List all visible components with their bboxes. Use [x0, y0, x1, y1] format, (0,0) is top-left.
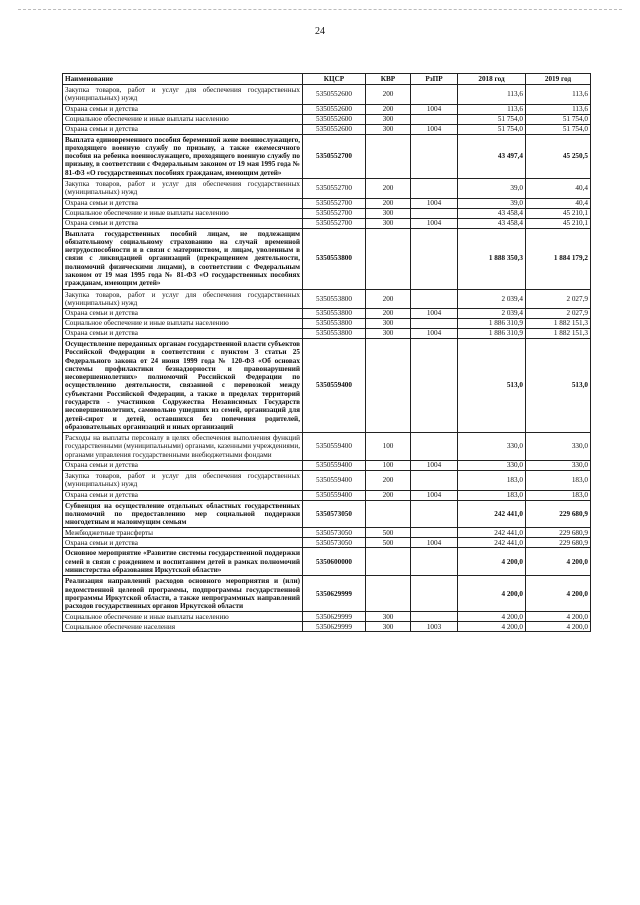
- cell-kvr: 200: [366, 289, 411, 309]
- cell-kcsr: 5350600000: [303, 548, 366, 576]
- cell-kcsr: 5350559400: [303, 433, 366, 461]
- cell-2019: 183,0: [526, 471, 591, 491]
- cell-kvr: [366, 228, 411, 289]
- table-row: [63, 114, 591, 124]
- cell-rzpr: 1004: [411, 490, 458, 500]
- cell-kcsr: 5350552600: [303, 104, 366, 114]
- cell-2019: 513,0: [526, 339, 591, 433]
- cell-name: Социальное обеспечение и иные выплаты населению: [63, 208, 303, 218]
- cell-rzpr: [411, 85, 458, 105]
- cell-kcsr: 5350552600: [303, 124, 366, 134]
- cell-kcsr: 5350559400: [303, 490, 366, 500]
- cell-kvr: [366, 134, 411, 178]
- cell-rzpr: [411, 576, 458, 612]
- header-2019: 2019 год: [526, 74, 591, 85]
- cell-rzpr: [411, 208, 458, 218]
- cell-2019: 229 680,9: [526, 538, 591, 548]
- cell-kcsr: 5350553800: [303, 319, 366, 329]
- cell-rzpr: 1004: [411, 538, 458, 548]
- cell-kcsr: 5350552700: [303, 134, 366, 178]
- cell-2018: 1 888 350,3: [458, 228, 526, 289]
- cell-kvr: 200: [366, 85, 411, 105]
- cell-kcsr: 5350552600: [303, 85, 366, 105]
- table-row: [63, 208, 591, 218]
- cell-rzpr: [411, 471, 458, 491]
- table-row: [63, 612, 591, 622]
- header-kcsr: КЦСР: [303, 74, 366, 85]
- cell-name: Закупка товаров, работ и услуг для обеспечения государственных (муниципальных) нужд: [63, 289, 303, 309]
- table-row: [63, 329, 591, 339]
- header-kvr: КВР: [366, 74, 411, 85]
- header-name: Наименование: [63, 74, 303, 85]
- cell-2018: 2 039,4: [458, 289, 526, 309]
- cell-rzpr: [411, 178, 458, 198]
- table-row: [63, 178, 591, 198]
- cell-2018: 1 886 310,9: [458, 319, 526, 329]
- cell-name: Охрана семьи и детства: [63, 490, 303, 500]
- cell-rzpr: 1004: [411, 309, 458, 319]
- table-row: [63, 228, 591, 289]
- cell-name: Охрана семьи и детства: [63, 124, 303, 134]
- cell-2019: 183,0: [526, 490, 591, 500]
- cell-kvr: 300: [366, 319, 411, 329]
- budget-table-container: [62, 73, 590, 632]
- cell-name: Охрана семьи и детства: [63, 104, 303, 114]
- cell-rzpr: 1004: [411, 104, 458, 114]
- cell-kcsr: 5350629999: [303, 576, 366, 612]
- table-row: [63, 104, 591, 114]
- cell-kvr: 300: [366, 218, 411, 228]
- cell-2018: 1 886 310,9: [458, 329, 526, 339]
- header-rzpr: РзПР: [411, 74, 458, 85]
- cell-rzpr: [411, 289, 458, 309]
- cell-2018: 183,0: [458, 471, 526, 491]
- cell-2019: 229 680,9: [526, 500, 591, 528]
- header-2018: 2018 год: [458, 74, 526, 85]
- cell-kvr: 100: [366, 433, 411, 461]
- cell-kvr: 100: [366, 461, 411, 471]
- cell-2018: 43 458,4: [458, 208, 526, 218]
- cell-kcsr: 5350552700: [303, 208, 366, 218]
- cell-rzpr: [411, 612, 458, 622]
- cell-rzpr: 1004: [411, 218, 458, 228]
- cell-name: Осуществление переданных органам государственной власти субъектов Российской Федерации в соответствии с пунктом 3 статьи 25 Федерального закона от 24 июня 1999 года № 120-ФЗ «Об основах системы профилактики безнадзорности и правонарушений несовершеннолетних» полномочий Российской Федерации по осуществлению деятельности, связанной с перевозкой между субъектами Российской Федерации, а также в пределах территорий государств - участников Содружества Независимых Государств несовершеннолетних, самовольно ушедших из семей, организаций для детей-сирот и детей, оставшихся без попечения родителей, образовательных организаций и иных организаций: [63, 339, 303, 433]
- cell-rzpr: [411, 134, 458, 178]
- table-row: [63, 218, 591, 228]
- cell-kvr: 200: [366, 104, 411, 114]
- cell-kcsr: 5350559400: [303, 339, 366, 433]
- cell-2019: 4 200,0: [526, 612, 591, 622]
- cell-2019: 51 754,0: [526, 114, 591, 124]
- cell-kcsr: 5350552700: [303, 218, 366, 228]
- table-row: [63, 198, 591, 208]
- cell-kcsr: 5350552700: [303, 178, 366, 198]
- cell-rzpr: [411, 319, 458, 329]
- cell-name: Субвенция на осуществление отдельных областных государственных полномочий по предоставлению мер социальной поддержки многодетным и малоимущим семьям: [63, 500, 303, 528]
- cell-rzpr: [411, 228, 458, 289]
- cell-kcsr: 5350553800: [303, 309, 366, 319]
- table-row: [63, 289, 591, 309]
- cell-kvr: 300: [366, 612, 411, 622]
- table-row: [63, 538, 591, 548]
- budget-table: [62, 73, 591, 632]
- table-row: [63, 548, 591, 576]
- cell-2019: 45 210,1: [526, 208, 591, 218]
- table-row: [63, 622, 591, 632]
- cell-kvr: 200: [366, 471, 411, 491]
- cell-kcsr: 5350559400: [303, 461, 366, 471]
- cell-kvr: 200: [366, 490, 411, 500]
- cell-2019: 1 882 151,3: [526, 329, 591, 339]
- cell-2018: 113,6: [458, 104, 526, 114]
- cell-2019: 2 027,9: [526, 289, 591, 309]
- cell-2018: 39,0: [458, 178, 526, 198]
- table-row: [63, 576, 591, 612]
- cell-rzpr: 1003: [411, 622, 458, 632]
- cell-2019: 51 754,0: [526, 124, 591, 134]
- cell-name: Социальное обеспечение и иные выплаты населению: [63, 612, 303, 622]
- table-row: [63, 319, 591, 329]
- cell-kvr: 500: [366, 538, 411, 548]
- cell-2019: 330,0: [526, 461, 591, 471]
- cell-2019: 4 200,0: [526, 576, 591, 612]
- cell-2019: 2 027,9: [526, 309, 591, 319]
- cell-kvr: 200: [366, 198, 411, 208]
- table-row: [63, 309, 591, 319]
- cell-name: Социальное обеспечение населения: [63, 622, 303, 632]
- cell-name: Охрана семьи и детства: [63, 329, 303, 339]
- cell-2018: 242 441,0: [458, 500, 526, 528]
- cell-2018: 4 200,0: [458, 622, 526, 632]
- cell-rzpr: [411, 548, 458, 576]
- cell-2019: 229 680,9: [526, 528, 591, 538]
- cell-name: Охрана семьи и детства: [63, 198, 303, 208]
- cell-name: Закупка товаров, работ и услуг для обеспечения государственных (муниципальных) нужд: [63, 85, 303, 105]
- cell-2019: 4 200,0: [526, 548, 591, 576]
- cell-2019: 113,6: [526, 104, 591, 114]
- cell-kcsr: 5350552700: [303, 198, 366, 208]
- cell-name: Охрана семьи и детства: [63, 309, 303, 319]
- cell-2018: 51 754,0: [458, 114, 526, 124]
- cell-name: Выплата единовременного пособия беременной жене военнослужащего, проходящего военную службу по призыву, а также ежемесячного пособия на ребенка военнослужащего, проходящего военную службу по призыву, в соответствии с Федеральным законом от 19 мая 1995 года № 81-ФЗ «О государственных пособиях гражданам, имеющим детей»: [63, 134, 303, 178]
- cell-name: Закупка товаров, работ и услуг для обеспечения государственных (муниципальных) нужд: [63, 471, 303, 491]
- cell-2019: 40,4: [526, 178, 591, 198]
- cell-kvr: 300: [366, 208, 411, 218]
- cell-kcsr: 5350629999: [303, 622, 366, 632]
- cell-2019: 330,0: [526, 433, 591, 461]
- cell-kvr: 200: [366, 309, 411, 319]
- cell-2018: 183,0: [458, 490, 526, 500]
- cell-rzpr: [411, 528, 458, 538]
- table-row: [63, 471, 591, 491]
- cell-kvr: 300: [366, 622, 411, 632]
- cell-2019: 113,6: [526, 85, 591, 105]
- cell-rzpr: [411, 339, 458, 433]
- cell-2018: 113,6: [458, 85, 526, 105]
- cell-2018: 513,0: [458, 339, 526, 433]
- cell-kvr: [366, 548, 411, 576]
- cell-kcsr: 5350573050: [303, 538, 366, 548]
- table-row: [63, 461, 591, 471]
- cell-2018: 330,0: [458, 433, 526, 461]
- cell-2018: 242 441,0: [458, 538, 526, 548]
- cell-2019: 45 250,5: [526, 134, 591, 178]
- cell-kvr: 300: [366, 114, 411, 124]
- cell-2019: 4 200,0: [526, 622, 591, 632]
- table-body: [63, 85, 591, 632]
- scan-edge-line: [18, 9, 622, 10]
- cell-2019: 40,4: [526, 198, 591, 208]
- cell-name: Социальное обеспечение и иные выплаты населению: [63, 319, 303, 329]
- cell-kcsr: 5350573050: [303, 500, 366, 528]
- cell-name: Межбюджетные трансферты: [63, 528, 303, 538]
- cell-name: Охрана семьи и детства: [63, 538, 303, 548]
- table-row: [63, 433, 591, 461]
- cell-name: Закупка товаров, работ и услуг для обеспечения государственных (муниципальных) нужд: [63, 178, 303, 198]
- cell-name: Охрана семьи и детства: [63, 218, 303, 228]
- cell-2018: 43 458,4: [458, 218, 526, 228]
- table-header-row: [63, 74, 591, 85]
- cell-rzpr: 1004: [411, 329, 458, 339]
- cell-2018: 242 441,0: [458, 528, 526, 538]
- cell-kcsr: 5350553800: [303, 289, 366, 309]
- page-number: 24: [315, 26, 325, 37]
- cell-2018: 4 200,0: [458, 576, 526, 612]
- table-row: [63, 134, 591, 178]
- cell-name: Реализация направлений расходов основного мероприятия и (или) ведомственной целевой программы, подпрограммы государственной программы Иркутской области, а также непрограммных направлений расходов государственных органов Иркутской области: [63, 576, 303, 612]
- cell-2019: 1 884 179,2: [526, 228, 591, 289]
- table-row: [63, 124, 591, 134]
- cell-2019: 1 882 151,3: [526, 319, 591, 329]
- cell-kvr: [366, 500, 411, 528]
- cell-rzpr: [411, 433, 458, 461]
- cell-kcsr: 5350573050: [303, 528, 366, 538]
- cell-name: Охрана семьи и детства: [63, 461, 303, 471]
- table-row: [63, 500, 591, 528]
- cell-kcsr: 5350559400: [303, 471, 366, 491]
- cell-rzpr: 1004: [411, 198, 458, 208]
- table-row: [63, 490, 591, 500]
- cell-2018: 4 200,0: [458, 612, 526, 622]
- cell-2018: 2 039,4: [458, 309, 526, 319]
- cell-rzpr: 1004: [411, 124, 458, 134]
- cell-rzpr: [411, 500, 458, 528]
- cell-rzpr: [411, 114, 458, 124]
- cell-kcsr: 5350629999: [303, 612, 366, 622]
- cell-kvr: [366, 576, 411, 612]
- cell-kvr: 200: [366, 178, 411, 198]
- table-row: [63, 339, 591, 433]
- cell-name: Выплата государственных пособий лицам, не подлежащим обязательному социальному страхованию на случай временной нетрудоспособности и в связи с материнством, и лицам, уволенным в связи с ликвидацией организаций (прекращением деятельности, полномочий физическими лицами), в соответствии с Федеральным законом от 19 мая 1995 года № 81-ФЗ «О государственных пособиях гражданам, имеющим детей»: [63, 228, 303, 289]
- cell-2018: 39,0: [458, 198, 526, 208]
- cell-name: Основное мероприятие «Развитие системы государственной поддержки семей в связи с рождением и воспитанием детей в рамках полномочий министерства образования Иркутской области»: [63, 548, 303, 576]
- cell-kcsr: 5350552600: [303, 114, 366, 124]
- cell-2018: 330,0: [458, 461, 526, 471]
- cell-kvr: 300: [366, 329, 411, 339]
- table-row: [63, 528, 591, 538]
- cell-kcsr: 5350553800: [303, 329, 366, 339]
- cell-kvr: 500: [366, 528, 411, 538]
- cell-kvr: 300: [366, 124, 411, 134]
- cell-rzpr: 1004: [411, 461, 458, 471]
- cell-name: Расходы на выплаты персоналу в целях обеспечения выполнения функций государственными (муниципальными) органами, казенными учреждениями, органами управления государственными внебюджетными фондами: [63, 433, 303, 461]
- cell-kcsr: 5350553800: [303, 228, 366, 289]
- cell-2018: 43 497,4: [458, 134, 526, 178]
- cell-2018: 4 200,0: [458, 548, 526, 576]
- cell-kvr: [366, 339, 411, 433]
- cell-2018: 51 754,0: [458, 124, 526, 134]
- table-row: [63, 85, 591, 105]
- cell-name: Социальное обеспечение и иные выплаты населению: [63, 114, 303, 124]
- cell-2019: 45 210,1: [526, 218, 591, 228]
